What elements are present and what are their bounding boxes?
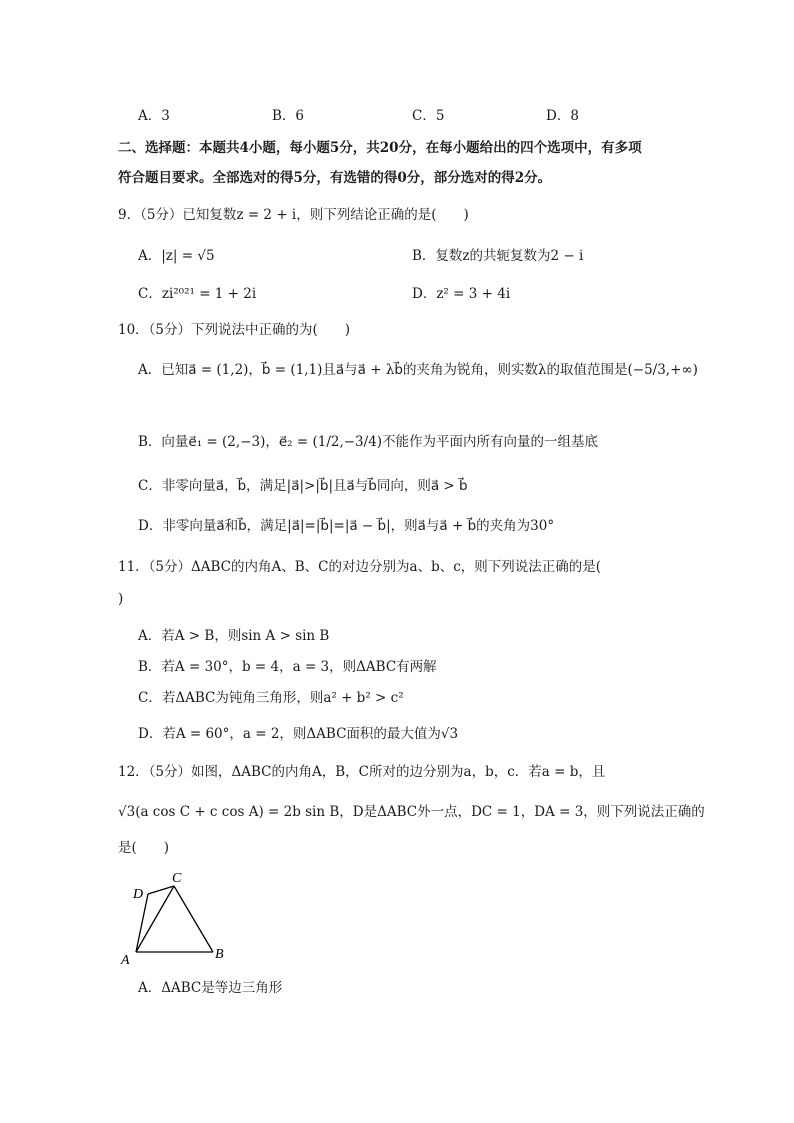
q11-stem-line1: 11．（5分）ΔABC的内角A、B、C的对边分别为a、b、c，则下列说法正确的是( (118, 559, 602, 575)
q11-option-d: D．若A = 60°，a = 2，则ΔABC面积的最大值为√3 (138, 726, 459, 742)
q9-option-c: C．zi²⁰²¹ = 1 + 2i (138, 286, 257, 302)
q12-stem-line3: 是( ) (118, 840, 170, 856)
q10-option-c: C．非零向量a⃗，b⃗，满足|a⃗|>|b⃗|且a⃗与b⃗同向，则a⃗ > b⃗ (138, 478, 468, 494)
q8-option-c: C．5 (412, 108, 445, 124)
label-d: D (133, 887, 144, 902)
q10-option-d: D．非零向量a⃗和b⃗，满足|a⃗|=|b⃗|=|a⃗ − b⃗|，则a⃗与a⃗ + b⃗的夹角为30° (138, 518, 555, 534)
q12-option-a: A．ΔABC是等边三角形 (138, 980, 283, 996)
q10-option-b: B．向量e⃗₁ = (2,−3)，e⃗₂ = (1/2,−3/4)不能作为平面内所有向量的一组基底 (138, 434, 599, 450)
label-a: A (121, 953, 130, 968)
triangle-lines (136, 886, 213, 952)
q8-option-a: A．3 (138, 108, 170, 124)
q10-stem: 10．（5分）下列说法中正确的为( ) (118, 322, 351, 338)
edge-bc (174, 886, 213, 952)
q8-option-b: B．6 (272, 108, 305, 124)
q12-stem-line1: 12．（5分）如图，ΔABC的内角A，B，C所对的边分别为a，b，c．若a = b，且 (118, 764, 606, 780)
q11-stem-line2: ) (118, 591, 124, 607)
section-header-line1: 二、选择题：本题共4小题，每小题5分，共20分，在每小题给出的四个选项中，有多项 (118, 140, 642, 156)
q9-option-b: B．复数z的共轭复数为2 − i (412, 248, 584, 264)
label-c: C (172, 871, 182, 886)
q8-option-d: D．8 (546, 108, 579, 124)
label-b: B (215, 947, 224, 962)
section-header-line2: 符合题目要求。全部选对的得5分，有选错的得0分，部分选对的得2分。 (118, 170, 552, 186)
edge-ad (136, 894, 148, 952)
q11-option-b: B．若A = 30°，b = 4，a = 3，则ΔABC有两解 (138, 659, 437, 675)
q9-stem: 9．（5分）已知复数z = 2 + i，则下列结论正确的是( ) (118, 207, 469, 223)
triangle-figure (118, 866, 248, 970)
q9-option-a: A．|z| = √5 (138, 248, 215, 264)
q12-stem-line2: √3(a cos C + c cos A) = 2b sin B，D是ΔABC外一点，DC = 1，DA = 3，则下列说法正确的 (118, 804, 705, 820)
q10-option-a: A．已知a⃗ = (1,2)，b⃗ = (1,1)且a⃗与a⃗ + λb⃗的夹角为锐角，则实数λ的取值范围是(−5/3,+∞) (138, 362, 698, 378)
q11-option-a: A．若A > B，则sin A > sin B (138, 628, 330, 644)
q9-option-d: D．z² = 3 + 4i (412, 286, 511, 302)
q11-option-c: C．若ΔABC为钝角三角形，则a² + b² > c² (138, 690, 404, 706)
